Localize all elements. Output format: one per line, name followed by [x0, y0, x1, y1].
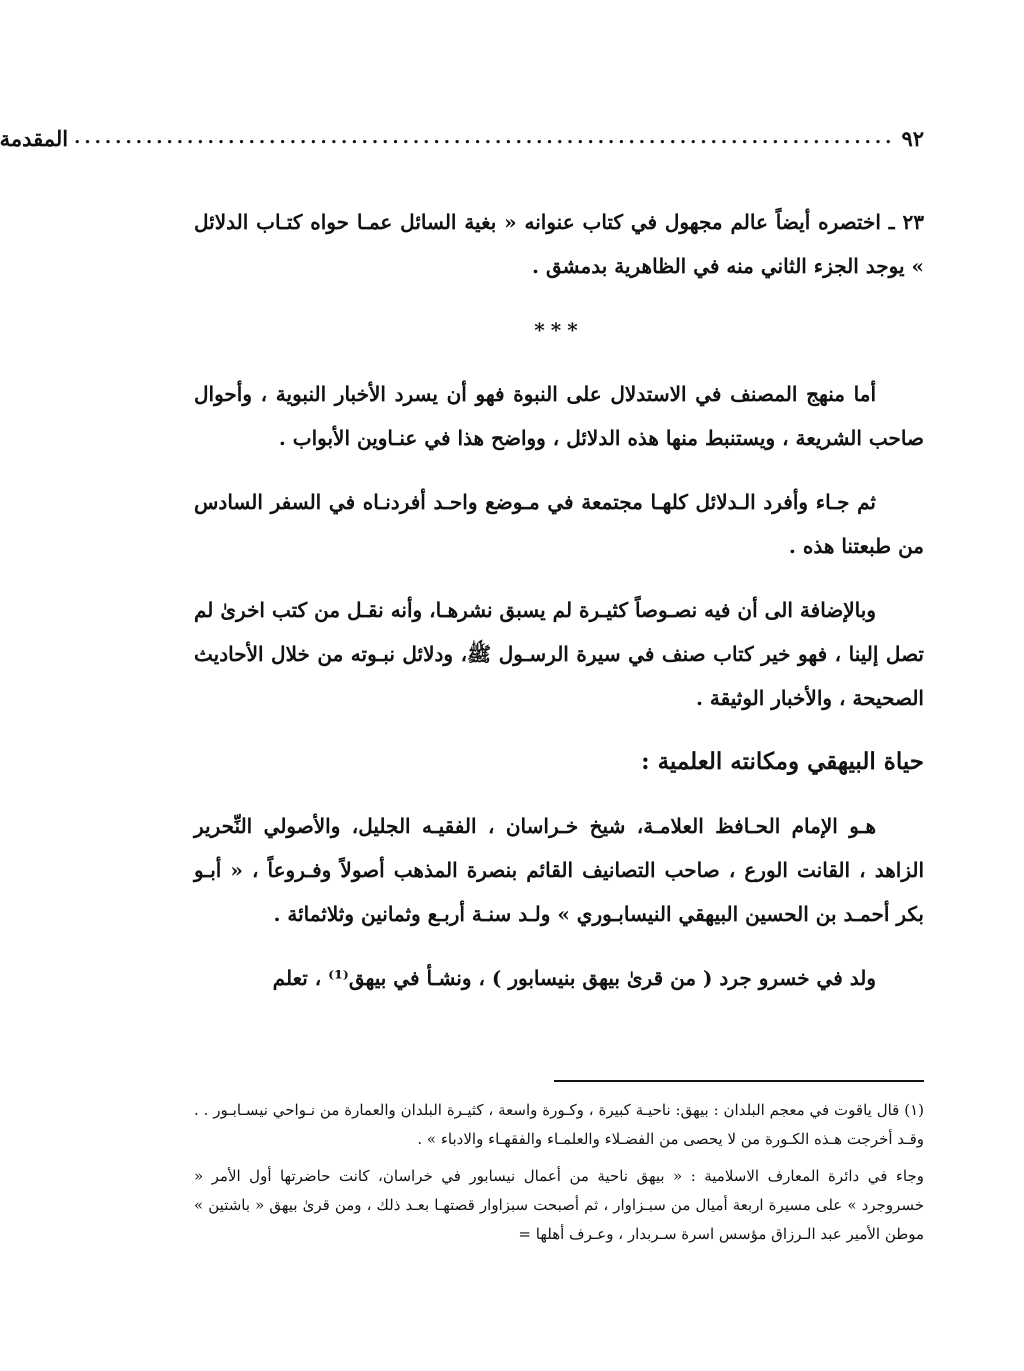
- paragraph-addition: وبالإضافة الى أن فيه نصـوصاً كثيـرة لم يسبق نشرهـا، وأنه نقـل من كتب اخرىٰ لم تصل إلينا ، فهو خير كتاب صنف في سيرة الرسـول ﷺ، ودلائل نبـوته من خلال الأحاديث الصحيحة ، والأخبار الوثيقة .: [194, 598, 924, 710]
- paragraph-methodology: أما منهج المصنف في الاستدلال على النبوة فهو أن يسرد الأخبار النبوية ، وأحوال صاحب الشريعة ، ويستنبط منها هذه الدلائل ، وواضح هذا في عنـاوين الأبواب .: [194, 382, 924, 450]
- list-item-23: ٢٣ ـ اختصره أيضاً عالم مجهول في كتاب عنوانه « بغية السائل عمـا حواه كتـاب الدلائل » يوجد الجزء الثاني منه في الظاهرية بدمشق .: [194, 210, 924, 278]
- page-number: ٩٢: [901, 125, 924, 151]
- running-header: [0, 118, 924, 158]
- paragraph-biography: هـو الإمام الحـافظ العلامـة، شيخ خـراسان ، الفقيـه الجليل، والأصولي النِّحرير الزاهد ، القانت الورع ، صاحب التصانيف القائم بنصرة المذهب أصولاً وفـروعاً ، « أبـو بكر أحمـد بن الحسين البيهقي النيسابـوري » ولـد سنـة أربـع وثمانين وثلاثمائة .: [194, 814, 924, 926]
- paragraph-birthplace: ولد في خسرو جرد ( من قرىٰ بيهق بنيسابور ) ، ونشـأ في بيهق⁽¹⁾ ، تعلم: [272, 966, 876, 990]
- main-text: [194, 200, 924, 1020]
- section-separator: ***: [534, 318, 584, 342]
- footnote-1-continued: وجاء في دائرة المعارف الاسلامية : « بيهق ناحية من أعمال نيسابور في خراسان، كانت حاضرتها أول الأمر « خسروجرد » على مسيرة اربعة أميال من سبـزاوار ، ثم أصبحت سبزاوار قصتهـا بعـد ذلك ، ومن قرىٰ بيهق « باشتين » موطن الأمير عبد الـرزاق مؤسس اسرة سـربدار ، وعـرف أهلها =: [194, 1167, 924, 1243]
- footnote-rule: [554, 1080, 924, 1082]
- paragraph-dalail: ثم جـاء وأفرد الـدلائل كلهـا مجتمعة في مـوضع واحـد أفردنـاه في السفر السادس من طبعتنا هذه .: [194, 490, 924, 558]
- footnote-1: (١) قال ياقوت في معجم البلدان : بيهق: ناحيـة كبيرة ، وكـورة واسعة ، كثيـرة البلدان والعمارة من نـواحي نيسـابـور . . وقـد أخرجت هـذه الكـورة من لا يحصى من الفضـلاء والعلمـاء والفقهـاء والادباء » .: [194, 1101, 924, 1148]
- running-title: المقدمة: [0, 125, 69, 151]
- footnotes: [194, 1096, 924, 1257]
- section-heading: حياة البيهقي ومكانته العلمية :: [641, 748, 924, 775]
- dot-leader: ................................................................................: [74, 127, 896, 148]
